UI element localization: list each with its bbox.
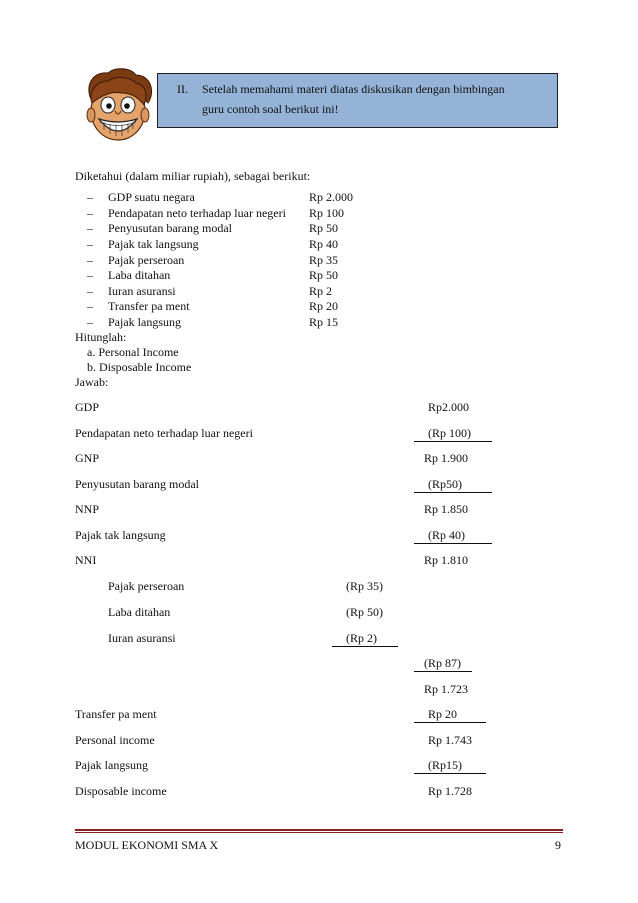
deductions-subtotal: (Rp 87) — [424, 656, 461, 670]
given-value: Rp 35 — [309, 253, 339, 267]
answer-heading: Jawab: — [75, 375, 109, 389]
ptl-value: (Rp 40) — [428, 528, 465, 542]
given-label: Iuran asuransi — [108, 284, 176, 298]
subtotal-rule — [332, 646, 398, 647]
penyusutan-label: Penyusutan barang modal — [75, 477, 199, 491]
nni-value: Rp 1.810 — [424, 553, 469, 567]
neto-label: Pendapatan neto terhadap luar negeri — [75, 426, 253, 440]
transfer-label: Transfer pa ment — [75, 707, 157, 721]
dash-bullet: – — [87, 190, 93, 204]
footer-title: MODUL EKONOMI SMA X — [75, 838, 219, 852]
subtotal-rule — [414, 722, 486, 723]
dash-bullet: – — [87, 299, 93, 313]
question-a: a. Personal Income — [87, 345, 179, 359]
iuran-label: Iuran asuransi — [108, 631, 176, 645]
gnp-label: GNP — [75, 451, 100, 465]
given-value: Rp 2 — [309, 284, 333, 298]
subtotal-rule — [414, 671, 472, 672]
subtotal-rule — [414, 441, 492, 442]
given-value: Rp 100 — [309, 206, 345, 220]
callout-line-1: Setelah memahami materi diatas diskusikan dengan bimbingan — [202, 82, 505, 96]
given-value: Rp 50 — [309, 221, 339, 235]
given-label: Transfer pa ment — [108, 299, 190, 313]
personal-income-value: Rp 1.743 — [428, 733, 473, 747]
callout-line-2: guru contoh soal berikut ini! — [202, 102, 339, 116]
given-label: Penyusutan barang modal — [108, 221, 232, 235]
given-label: Laba ditahan — [108, 268, 171, 282]
given-value: Rp 2.000 — [309, 190, 354, 204]
question-heading: Hitunglah: — [75, 330, 127, 344]
neto-value: (Rp 100) — [428, 426, 471, 440]
ptl-label: Pajak tak langsung — [75, 528, 166, 542]
penyusutan-value: (Rp50) — [428, 477, 462, 491]
personal-income-label: Personal income — [75, 733, 155, 747]
subtotal-rule — [414, 543, 492, 544]
dash-bullet: – — [87, 284, 93, 298]
given-label: Pajak perseroan — [108, 253, 185, 267]
laba-label: Laba ditahan — [108, 605, 171, 619]
given-label: Pajak tak langsung — [108, 237, 199, 251]
subtotal-rule — [414, 492, 492, 493]
grinning-mascot-icon — [78, 67, 158, 147]
dash-bullet: – — [87, 206, 93, 220]
gdp-label: GDP — [75, 400, 100, 414]
question-b: b. Disposable Income — [87, 360, 192, 374]
subtotal-rule — [414, 773, 486, 774]
dash-bullet: – — [87, 221, 93, 235]
nnp-value: Rp 1.850 — [424, 502, 469, 516]
gdp-value: Rp2.000 — [428, 400, 470, 414]
iuran-value: (Rp 2) — [346, 631, 377, 645]
intro-text: Diketahui (dalam miliar rupiah), sebagai berikut: — [75, 169, 311, 183]
dash-bullet: – — [87, 237, 93, 251]
given-value: Rp 50 — [309, 268, 339, 282]
page-number: 9 — [555, 838, 561, 852]
gnp-value: Rp 1.900 — [424, 451, 469, 465]
given-label: GDP suatu negara — [108, 190, 195, 204]
dash-bullet: – — [87, 315, 93, 329]
pajak-langsung-label: Pajak langsung — [75, 758, 148, 772]
given-value: Rp 40 — [309, 237, 339, 251]
nnp-label: NNP — [75, 502, 100, 516]
instruction-callout — [157, 73, 558, 128]
given-label: Pendapatan neto terhadap luar negeri — [108, 206, 286, 220]
laba-value: (Rp 50) — [346, 605, 383, 619]
nni-label: NNI — [75, 553, 97, 567]
dash-bullet: – — [87, 268, 93, 282]
footer-rule — [75, 829, 563, 831]
perseroan-value: (Rp 35) — [346, 579, 383, 593]
footer-rule-thin — [75, 832, 563, 833]
dash-bullet: – — [87, 253, 93, 267]
given-label: Pajak langsung — [108, 315, 181, 329]
transfer-value: Rp 20 — [428, 707, 458, 721]
perseroan-label: Pajak perseroan — [108, 579, 185, 593]
given-value: Rp 20 — [309, 299, 339, 313]
disposable-income-label: Disposable income — [75, 784, 167, 798]
given-value: Rp 15 — [309, 315, 339, 329]
after-deductions-value: Rp 1.723 — [424, 682, 469, 696]
pajak-langsung-value: (Rp15) — [428, 758, 462, 772]
disposable-income-value: Rp 1.728 — [428, 784, 473, 798]
callout-number: II. — [177, 82, 188, 96]
